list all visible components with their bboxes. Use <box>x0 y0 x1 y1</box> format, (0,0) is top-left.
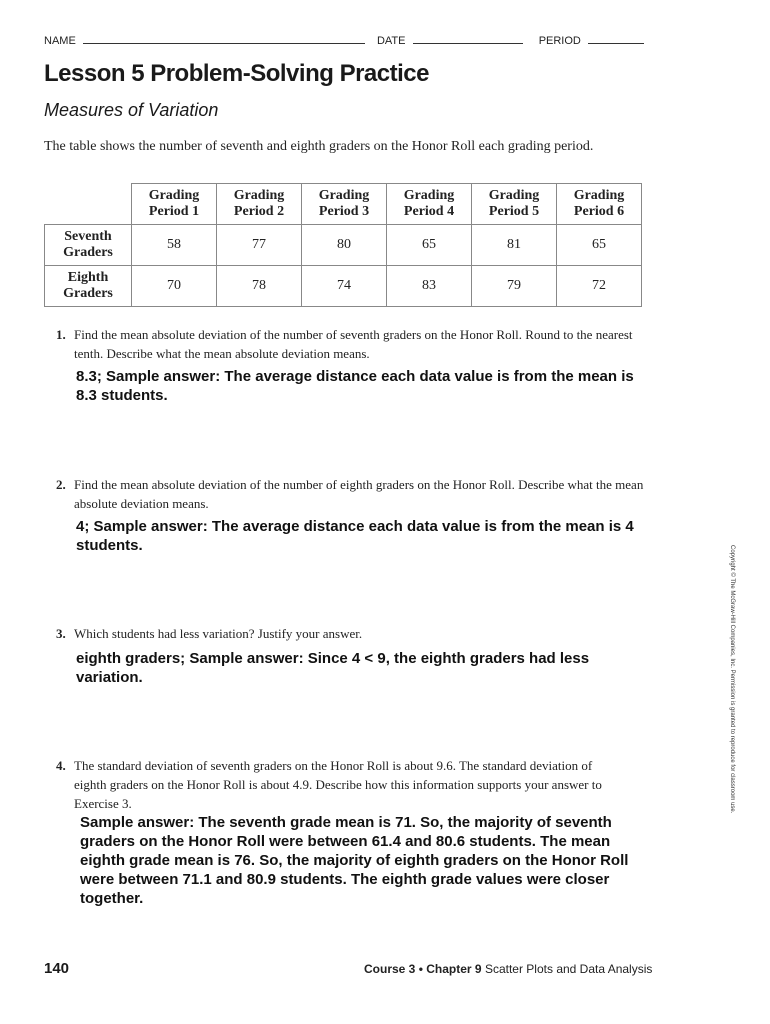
table-cell: 80 <box>302 225 387 266</box>
answer-2: 4; Sample answer: The average distance each data value is from the mean is 4 students. <box>76 518 634 554</box>
period-blank[interactable] <box>588 34 644 44</box>
answer-3: eighth graders; Sample answer: Since 4 < 9, the eighth graders had less variation. <box>76 650 590 686</box>
date-label: DATE <box>376 35 406 47</box>
table-row <box>45 225 642 266</box>
table-cell: 58 <box>132 225 217 266</box>
table-cell: 81 <box>472 225 557 266</box>
column-header: Grading Period 6 <box>557 184 642 225</box>
table-cell: 70 <box>132 266 217 307</box>
column-header: Grading Period 1 <box>132 184 217 225</box>
copyright-note: Copyright © The McGraw-Hill Companies, Inc. Permission is granted to reproduce for classroom use. <box>729 545 735 814</box>
table-cell: 77 <box>217 225 302 266</box>
header-fields <box>44 34 654 50</box>
honor-roll-table <box>44 183 642 307</box>
column-header: Grading Period 5 <box>472 184 557 225</box>
table-cell: 74 <box>302 266 387 307</box>
question-text: Which students had less variation? Justify your answer. <box>74 626 363 641</box>
intro-text: The table shows the number of seventh and eighth graders on the Honor Roll each grading period. <box>44 139 594 154</box>
table-cell: 65 <box>387 225 472 266</box>
table-cell: 83 <box>387 266 472 307</box>
page-number: 140 <box>44 960 70 977</box>
table-cell: 79 <box>472 266 557 307</box>
table-cell: 65 <box>557 225 642 266</box>
table-cell: 72 <box>557 266 642 307</box>
footer-course: Course 3 <box>364 962 416 976</box>
column-header: Grading Period 4 <box>387 184 472 225</box>
question-1 <box>56 325 646 363</box>
answer-4: Sample answer: The seventh grade mean is 71. So, the majority of seventh graders on the Honor Roll were between 61.4 and 80.6 students. The mean eighth grade mean is 76. So, the majority of eighth graders on the Honor Roll were between 71.1 and 80.9 students. The eighth grade values were closer together. <box>80 814 629 907</box>
question-text: Find the mean absolute deviation of the number of eighth graders on the Honor Roll. Describe what the mean absolute deviation means. <box>74 477 644 511</box>
table-row <box>45 266 642 307</box>
question-4 <box>56 756 646 813</box>
answer-1: 8.3; Sample answer: The average distance each data value is from the mean is 8.3 students. <box>76 368 634 404</box>
question-2 <box>56 475 646 513</box>
question-number: 4. <box>56 758 66 773</box>
footer-course-info <box>364 962 652 976</box>
table-corner <box>45 184 132 225</box>
question-number: 3. <box>56 626 66 641</box>
page-title: Lesson 5 Problem-Solving Practice <box>44 60 429 87</box>
table-cell: 78 <box>217 266 302 307</box>
name-blank[interactable] <box>83 34 365 44</box>
footer-topic: Scatter Plots and Data Analysis <box>484 962 653 976</box>
date-blank[interactable] <box>413 34 523 44</box>
period-label: PERIOD <box>538 35 581 47</box>
row-header: Seventh Graders <box>45 225 132 266</box>
question-text: Find the mean absolute deviation of the number of seventh graders on the Honor Roll. Round to the nearest tenth. Describe what the mean absolute deviation means. <box>74 327 633 361</box>
table-header-row <box>45 184 642 225</box>
column-header: Grading Period 2 <box>217 184 302 225</box>
question-number: 2. <box>56 477 66 492</box>
question-3 <box>56 624 646 643</box>
name-label: NAME <box>44 35 76 47</box>
question-number: 1. <box>56 327 66 342</box>
footer-bullet: • <box>418 962 423 976</box>
column-header: Grading Period 3 <box>302 184 387 225</box>
row-header: Eighth Graders <box>45 266 132 307</box>
page-subtitle: Measures of Variation <box>44 100 219 120</box>
question-text: The standard deviation of seventh graders on the Honor Roll is about 9.6. The standard deviation of eighth graders on the Honor Roll is about 4.9. Describe how this information supports your answer to Exercise 3. <box>74 758 602 811</box>
footer-chapter: Chapter 9 <box>426 962 482 976</box>
